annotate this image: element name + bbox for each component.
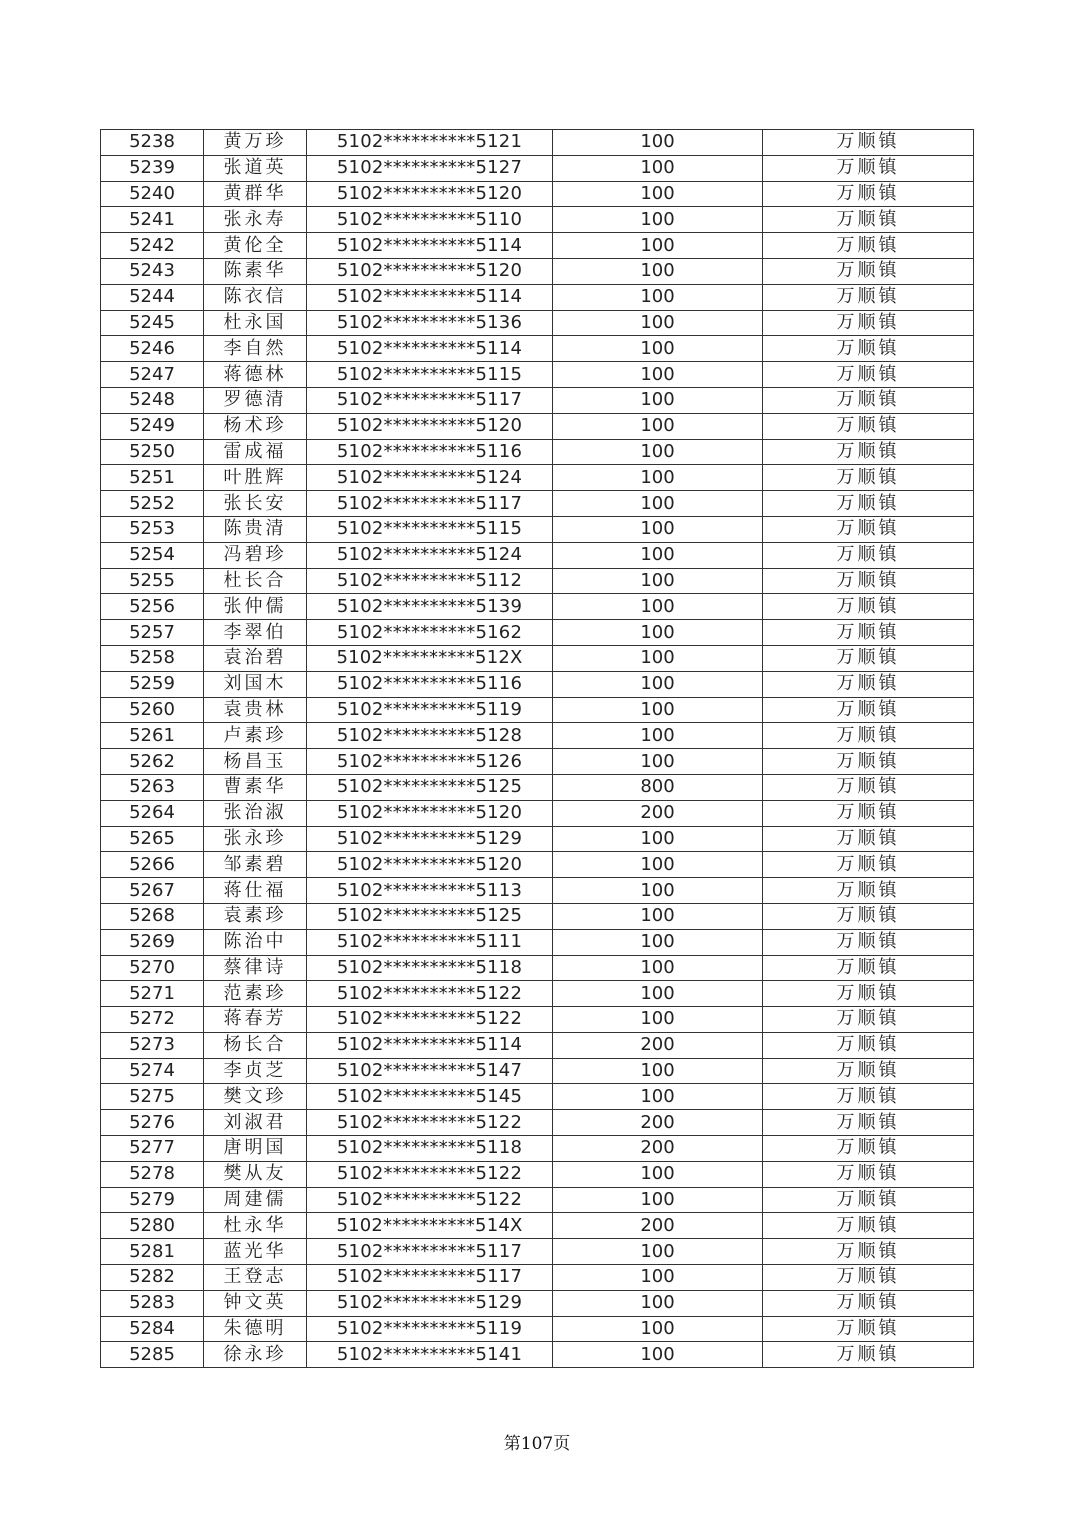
table-row: [101, 645, 974, 671]
name-cell: 杨昌玉: [204, 749, 307, 775]
amount-cell: 100: [553, 387, 763, 413]
name-cell: 范素珍: [204, 981, 307, 1007]
row-number-cell: 5273: [101, 1032, 204, 1058]
amount-cell: 100: [553, 955, 763, 981]
town-cell: 万顺镇: [763, 1187, 974, 1213]
row-number-cell: 5239: [101, 155, 204, 181]
table-row: [101, 852, 974, 878]
row-number-cell: 5240: [101, 181, 204, 207]
id-number-cell: 5102**********5125: [307, 774, 553, 800]
table-row: [101, 826, 974, 852]
row-number-cell: 5248: [101, 387, 204, 413]
table-row: [101, 671, 974, 697]
name-cell: 蓝光华: [204, 1239, 307, 1265]
table-row: [101, 594, 974, 620]
amount-cell: 100: [553, 620, 763, 646]
table-row: [101, 310, 974, 336]
town-cell: 万顺镇: [763, 774, 974, 800]
town-cell: 万顺镇: [763, 955, 974, 981]
amount-cell: 100: [553, 929, 763, 955]
row-number-cell: 5269: [101, 929, 204, 955]
name-cell: 蒋德林: [204, 362, 307, 388]
row-number-cell: 5259: [101, 671, 204, 697]
table-row: [101, 181, 974, 207]
name-cell: 徐永珍: [204, 1342, 307, 1368]
id-number-cell: 5102**********5111: [307, 929, 553, 955]
town-cell: 万顺镇: [763, 594, 974, 620]
table-row: [101, 1084, 974, 1110]
town-cell: 万顺镇: [763, 568, 974, 594]
town-cell: 万顺镇: [763, 1136, 974, 1162]
table-row: [101, 697, 974, 723]
town-cell: 万顺镇: [763, 310, 974, 336]
name-cell: 杜长合: [204, 568, 307, 594]
table-row: [101, 981, 974, 1007]
amount-cell: 200: [553, 1213, 763, 1239]
amount-cell: 100: [553, 181, 763, 207]
table-row: [101, 362, 974, 388]
row-number-cell: 5271: [101, 981, 204, 1007]
name-cell: 陈素华: [204, 258, 307, 284]
name-cell: 曹素华: [204, 774, 307, 800]
town-cell: 万顺镇: [763, 413, 974, 439]
table-row: [101, 1032, 974, 1058]
town-cell: 万顺镇: [763, 723, 974, 749]
amount-cell: 100: [553, 749, 763, 775]
row-number-cell: 5276: [101, 1110, 204, 1136]
amount-cell: 100: [553, 1058, 763, 1084]
id-number-cell: 5102**********5145: [307, 1084, 553, 1110]
id-number-cell: 5102**********5147: [307, 1058, 553, 1084]
name-cell: 李贞芝: [204, 1058, 307, 1084]
amount-cell: 100: [553, 878, 763, 904]
row-number-cell: 5246: [101, 336, 204, 362]
table-row: [101, 491, 974, 517]
name-cell: 周建儒: [204, 1187, 307, 1213]
name-cell: 杜永国: [204, 310, 307, 336]
id-number-cell: 5102**********5122: [307, 981, 553, 1007]
row-number-cell: 5245: [101, 310, 204, 336]
id-number-cell: 5102**********5117: [307, 1265, 553, 1291]
id-number-cell: 5102**********5120: [307, 181, 553, 207]
amount-cell: 100: [553, 1239, 763, 1265]
table-body: [101, 130, 974, 1368]
town-cell: 万顺镇: [763, 620, 974, 646]
table-row: [101, 258, 974, 284]
id-number-cell: 5102**********5121: [307, 130, 553, 156]
name-cell: 樊从友: [204, 1161, 307, 1187]
amount-cell: 100: [553, 310, 763, 336]
table-row: [101, 1316, 974, 1342]
row-number-cell: 5266: [101, 852, 204, 878]
name-cell: 雷成福: [204, 439, 307, 465]
row-number-cell: 5238: [101, 130, 204, 156]
row-number-cell: 5241: [101, 207, 204, 233]
table-row: [101, 1265, 974, 1291]
amount-cell: 100: [553, 568, 763, 594]
id-number-cell: 5102**********5128: [307, 723, 553, 749]
id-number-cell: 5102**********5118: [307, 1136, 553, 1162]
town-cell: 万顺镇: [763, 826, 974, 852]
id-number-cell: 5102**********5126: [307, 749, 553, 775]
amount-cell: 100: [553, 233, 763, 259]
name-cell: 罗德清: [204, 387, 307, 413]
amount-cell: 100: [553, 981, 763, 1007]
town-cell: 万顺镇: [763, 981, 974, 1007]
amount-cell: 200: [553, 1136, 763, 1162]
table-row: [101, 155, 974, 181]
amount-cell: 100: [553, 1084, 763, 1110]
row-number-cell: 5244: [101, 284, 204, 310]
id-number-cell: 5102**********5116: [307, 439, 553, 465]
row-number-cell: 5258: [101, 645, 204, 671]
name-cell: 张长安: [204, 491, 307, 517]
town-cell: 万顺镇: [763, 1213, 974, 1239]
row-number-cell: 5284: [101, 1316, 204, 1342]
data-table: [100, 129, 974, 1368]
amount-cell: 100: [553, 1265, 763, 1291]
name-cell: 刘国木: [204, 671, 307, 697]
amount-cell: 200: [553, 1110, 763, 1136]
amount-cell: 100: [553, 1007, 763, 1033]
town-cell: 万顺镇: [763, 645, 974, 671]
town-cell: 万顺镇: [763, 284, 974, 310]
town-cell: 万顺镇: [763, 516, 974, 542]
town-cell: 万顺镇: [763, 336, 974, 362]
row-number-cell: 5282: [101, 1265, 204, 1291]
id-number-cell: 5102**********5112: [307, 568, 553, 594]
id-number-cell: 5102**********5136: [307, 310, 553, 336]
table-row: [101, 800, 974, 826]
name-cell: 李翠伯: [204, 620, 307, 646]
id-number-cell: 5102**********512X: [307, 645, 553, 671]
amount-cell: 800: [553, 774, 763, 800]
id-number-cell: 5102**********5122: [307, 1161, 553, 1187]
name-cell: 陈贵清: [204, 516, 307, 542]
amount-cell: 100: [553, 1161, 763, 1187]
id-number-cell: 5102**********5110: [307, 207, 553, 233]
town-cell: 万顺镇: [763, 1058, 974, 1084]
table-row: [101, 233, 974, 259]
row-number-cell: 5279: [101, 1187, 204, 1213]
town-cell: 万顺镇: [763, 1084, 974, 1110]
name-cell: 钟文英: [204, 1290, 307, 1316]
name-cell: 张永寿: [204, 207, 307, 233]
table-row: [101, 284, 974, 310]
town-cell: 万顺镇: [763, 1161, 974, 1187]
amount-cell: 100: [553, 1316, 763, 1342]
amount-cell: 100: [553, 413, 763, 439]
name-cell: 朱德明: [204, 1316, 307, 1342]
row-number-cell: 5261: [101, 723, 204, 749]
row-number-cell: 5253: [101, 516, 204, 542]
id-number-cell: 5102**********5141: [307, 1342, 553, 1368]
town-cell: 万顺镇: [763, 155, 974, 181]
name-cell: 袁素珍: [204, 903, 307, 929]
amount-cell: 100: [553, 516, 763, 542]
town-cell: 万顺镇: [763, 542, 974, 568]
id-number-cell: 5102**********5118: [307, 955, 553, 981]
amount-cell: 100: [553, 491, 763, 517]
town-cell: 万顺镇: [763, 387, 974, 413]
table-row: [101, 1136, 974, 1162]
name-cell: 冯碧珍: [204, 542, 307, 568]
row-number-cell: 5264: [101, 800, 204, 826]
row-number-cell: 5270: [101, 955, 204, 981]
id-number-cell: 5102**********5129: [307, 1290, 553, 1316]
amount-cell: 100: [553, 671, 763, 697]
amount-cell: 100: [553, 362, 763, 388]
table-row: [101, 774, 974, 800]
row-number-cell: 5274: [101, 1058, 204, 1084]
id-number-cell: 5102**********5122: [307, 1007, 553, 1033]
row-number-cell: 5260: [101, 697, 204, 723]
row-number-cell: 5257: [101, 620, 204, 646]
amount-cell: 100: [553, 258, 763, 284]
town-cell: 万顺镇: [763, 207, 974, 233]
town-cell: 万顺镇: [763, 929, 974, 955]
amount-cell: 100: [553, 1290, 763, 1316]
row-number-cell: 5252: [101, 491, 204, 517]
town-cell: 万顺镇: [763, 491, 974, 517]
row-number-cell: 5247: [101, 362, 204, 388]
table-row: [101, 1110, 974, 1136]
name-cell: 王登志: [204, 1265, 307, 1291]
id-number-cell: 5102**********5127: [307, 155, 553, 181]
amount-cell: 100: [553, 1187, 763, 1213]
town-cell: 万顺镇: [763, 258, 974, 284]
town-cell: 万顺镇: [763, 697, 974, 723]
row-number-cell: 5283: [101, 1290, 204, 1316]
id-number-cell: 5102**********5124: [307, 465, 553, 491]
id-number-cell: 5102**********5120: [307, 258, 553, 284]
id-number-cell: 5102**********5122: [307, 1110, 553, 1136]
name-cell: 袁治碧: [204, 645, 307, 671]
table-row: [101, 1058, 974, 1084]
name-cell: 蒋仕福: [204, 878, 307, 904]
row-number-cell: 5275: [101, 1084, 204, 1110]
name-cell: 蔡律诗: [204, 955, 307, 981]
town-cell: 万顺镇: [763, 1007, 974, 1033]
amount-cell: 100: [553, 130, 763, 156]
row-number-cell: 5263: [101, 774, 204, 800]
id-number-cell: 5102**********5139: [307, 594, 553, 620]
town-cell: 万顺镇: [763, 362, 974, 388]
table-row: [101, 903, 974, 929]
table-row: [101, 130, 974, 156]
town-cell: 万顺镇: [763, 1239, 974, 1265]
row-number-cell: 5268: [101, 903, 204, 929]
table-row: [101, 413, 974, 439]
name-cell: 邹素碧: [204, 852, 307, 878]
row-number-cell: 5254: [101, 542, 204, 568]
table-row: [101, 929, 974, 955]
id-number-cell: 5102**********5117: [307, 1239, 553, 1265]
table-row: [101, 1342, 974, 1368]
id-number-cell: 5102**********5119: [307, 697, 553, 723]
row-number-cell: 5272: [101, 1007, 204, 1033]
id-number-cell: 5102**********5116: [307, 671, 553, 697]
town-cell: 万顺镇: [763, 465, 974, 491]
id-number-cell: 5102**********5114: [307, 336, 553, 362]
table-row: [101, 207, 974, 233]
name-cell: 黄伦全: [204, 233, 307, 259]
town-cell: 万顺镇: [763, 878, 974, 904]
amount-cell: 100: [553, 594, 763, 620]
id-number-cell: 5102**********5114: [307, 233, 553, 259]
table-row: [101, 1239, 974, 1265]
amount-cell: 100: [553, 542, 763, 568]
row-number-cell: 5277: [101, 1136, 204, 1162]
amount-cell: 200: [553, 800, 763, 826]
row-number-cell: 5251: [101, 465, 204, 491]
id-number-cell: 5102**********5117: [307, 491, 553, 517]
table-row: [101, 878, 974, 904]
name-cell: 刘淑君: [204, 1110, 307, 1136]
id-number-cell: 5102**********5129: [307, 826, 553, 852]
table-row: [101, 387, 974, 413]
row-number-cell: 5243: [101, 258, 204, 284]
row-number-cell: 5265: [101, 826, 204, 852]
id-number-cell: 5102**********5125: [307, 903, 553, 929]
row-number-cell: 5281: [101, 1239, 204, 1265]
town-cell: 万顺镇: [763, 1110, 974, 1136]
amount-cell: 100: [553, 465, 763, 491]
table-row: [101, 336, 974, 362]
row-number-cell: 5280: [101, 1213, 204, 1239]
name-cell: 杜永华: [204, 1213, 307, 1239]
amount-cell: 100: [553, 207, 763, 233]
id-number-cell: 5102**********514X: [307, 1213, 553, 1239]
id-number-cell: 5102**********5114: [307, 284, 553, 310]
id-number-cell: 5102**********5119: [307, 1316, 553, 1342]
id-number-cell: 5102**********5114: [307, 1032, 553, 1058]
amount-cell: 100: [553, 284, 763, 310]
town-cell: 万顺镇: [763, 233, 974, 259]
table-row: [101, 439, 974, 465]
id-number-cell: 5102**********5120: [307, 413, 553, 439]
id-number-cell: 5102**********5122: [307, 1187, 553, 1213]
id-number-cell: 5102**********5117: [307, 387, 553, 413]
row-number-cell: 5256: [101, 594, 204, 620]
town-cell: 万顺镇: [763, 1265, 974, 1291]
town-cell: 万顺镇: [763, 749, 974, 775]
table-row: [101, 1213, 974, 1239]
name-cell: 张永珍: [204, 826, 307, 852]
town-cell: 万顺镇: [763, 1032, 974, 1058]
row-number-cell: 5262: [101, 749, 204, 775]
name-cell: 李自然: [204, 336, 307, 362]
amount-cell: 100: [553, 1342, 763, 1368]
amount-cell: 100: [553, 697, 763, 723]
name-cell: 张治淑: [204, 800, 307, 826]
amount-cell: 100: [553, 723, 763, 749]
amount-cell: 100: [553, 439, 763, 465]
id-number-cell: 5102**********5120: [307, 800, 553, 826]
row-number-cell: 5255: [101, 568, 204, 594]
town-cell: 万顺镇: [763, 439, 974, 465]
table-row: [101, 516, 974, 542]
row-number-cell: 5267: [101, 878, 204, 904]
amount-cell: 100: [553, 336, 763, 362]
table-row: [101, 1290, 974, 1316]
town-cell: 万顺镇: [763, 671, 974, 697]
name-cell: 黄万珍: [204, 130, 307, 156]
name-cell: 杨长合: [204, 1032, 307, 1058]
table-row: [101, 465, 974, 491]
table-row: [101, 568, 974, 594]
row-number-cell: 5242: [101, 233, 204, 259]
name-cell: 陈治中: [204, 929, 307, 955]
id-number-cell: 5102**********5115: [307, 516, 553, 542]
name-cell: 叶胜辉: [204, 465, 307, 491]
row-number-cell: 5285: [101, 1342, 204, 1368]
row-number-cell: 5278: [101, 1161, 204, 1187]
id-number-cell: 5102**********5113: [307, 878, 553, 904]
town-cell: 万顺镇: [763, 181, 974, 207]
id-number-cell: 5102**********5115: [307, 362, 553, 388]
town-cell: 万顺镇: [763, 800, 974, 826]
page-number: 第107页: [503, 1434, 571, 1454]
id-number-cell: 5102**********5120: [307, 852, 553, 878]
amount-cell: 100: [553, 826, 763, 852]
amount-cell: 100: [553, 645, 763, 671]
table-row: [101, 620, 974, 646]
table-row: [101, 955, 974, 981]
name-cell: 黄群华: [204, 181, 307, 207]
name-cell: 卢素珍: [204, 723, 307, 749]
name-cell: 张道英: [204, 155, 307, 181]
table-row: [101, 1007, 974, 1033]
amount-cell: 200: [553, 1032, 763, 1058]
table-row: [101, 1161, 974, 1187]
amount-cell: 100: [553, 155, 763, 181]
town-cell: 万顺镇: [763, 1316, 974, 1342]
name-cell: 陈衣信: [204, 284, 307, 310]
name-cell: 樊文珍: [204, 1084, 307, 1110]
table-row: [101, 723, 974, 749]
town-cell: 万顺镇: [763, 852, 974, 878]
town-cell: 万顺镇: [763, 1290, 974, 1316]
id-number-cell: 5102**********5162: [307, 620, 553, 646]
name-cell: 张仲儒: [204, 594, 307, 620]
table-row: [101, 749, 974, 775]
name-cell: 唐明国: [204, 1136, 307, 1162]
town-cell: 万顺镇: [763, 1342, 974, 1368]
table-row: [101, 1187, 974, 1213]
amount-cell: 100: [553, 903, 763, 929]
town-cell: 万顺镇: [763, 130, 974, 156]
row-number-cell: 5249: [101, 413, 204, 439]
id-number-cell: 5102**********5124: [307, 542, 553, 568]
name-cell: 袁贵林: [204, 697, 307, 723]
row-number-cell: 5250: [101, 439, 204, 465]
table-row: [101, 542, 974, 568]
name-cell: 杨术珍: [204, 413, 307, 439]
town-cell: 万顺镇: [763, 903, 974, 929]
name-cell: 蒋春芳: [204, 1007, 307, 1033]
amount-cell: 100: [553, 852, 763, 878]
